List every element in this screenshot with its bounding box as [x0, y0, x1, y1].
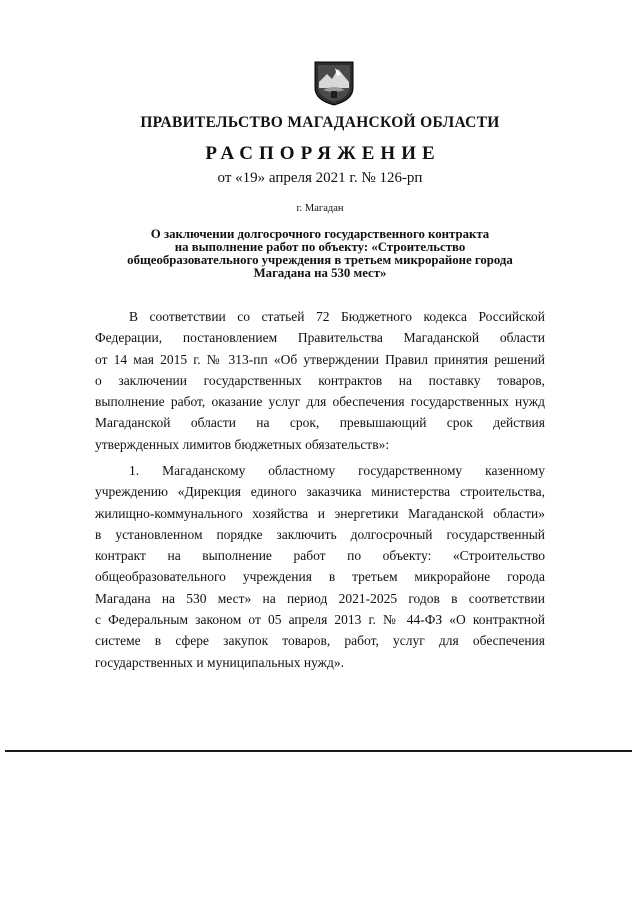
text-line: утвержденных лимитов бюджетных обязательств»: [95, 436, 390, 452]
text-line: общеобразовательного учреждения в третьем микрорайоне города [95, 569, 545, 585]
text-line: контракт на выполнение работ по объекту: «Строительство [95, 548, 545, 564]
subject-line: общеобразовательного учреждения в третьем микрорайоне города [127, 253, 513, 267]
subject-line: на выполнение работ по объекту: «Строительство [174, 240, 466, 254]
text-line: Магадана на 530 мест» на период 2021-2025 годов в соответствии [95, 590, 545, 606]
subject-line: Магадана на 530 мест» [253, 266, 387, 280]
document-type: РАСПОРЯЖЕНИЕ [205, 143, 441, 164]
text-line: В соответствии со статьей 72 Бюджетного кодекса Российской [129, 309, 545, 324]
subject-line: О заключении долгосрочного государственного контракта [150, 227, 490, 241]
page-divider [5, 750, 632, 752]
text-line: выполнение работ, оказание услуг для обеспечения государственных нужд [95, 394, 545, 410]
clause-1-paragraph [95, 460, 545, 673]
text-line: учреждению «Дирекция единого заказчика министерства строительства, [95, 484, 545, 500]
text-line: о заключении государственных контрактов на поставку товаров, [95, 372, 545, 388]
text-line: системе в сфере закупок товаров, работ, услуг для обеспечения [95, 633, 545, 649]
coat-of-arms-icon [313, 60, 355, 106]
text-line: с Федеральным законом от 05 апреля 2013 г. № 44-ФЗ «О контрактной [95, 612, 545, 628]
text-line: Федерации, постановлением Правительства Магаданской области [95, 330, 545, 346]
document-city: г. Магадан [296, 203, 344, 214]
text-line: государственных и муниципальных нужд». [95, 654, 344, 670]
text-line: жилищно-коммунального хозяйства и энергетики Магаданской области» [95, 505, 545, 521]
preamble-paragraph [95, 306, 545, 455]
text-line: от 14 мая 2015 г. № 313-пп «Об утверждении Правил принятия решений [95, 351, 545, 367]
text-line: в установленном порядке заключить долгосрочный государственный [95, 526, 545, 542]
document-subject [100, 228, 540, 280]
organization-title: ПРАВИТЕЛЬСТВО МАГАДАНСКОЙ ОБЛАСТИ [140, 114, 500, 131]
text-line: 1. Магаданскому областному государственному казенному [129, 463, 545, 478]
document-date-number: от «19» апреля 2021 г. № 126-рп [217, 170, 423, 186]
text-line: Магаданской области на срок, превышающий срок действия [95, 415, 545, 431]
